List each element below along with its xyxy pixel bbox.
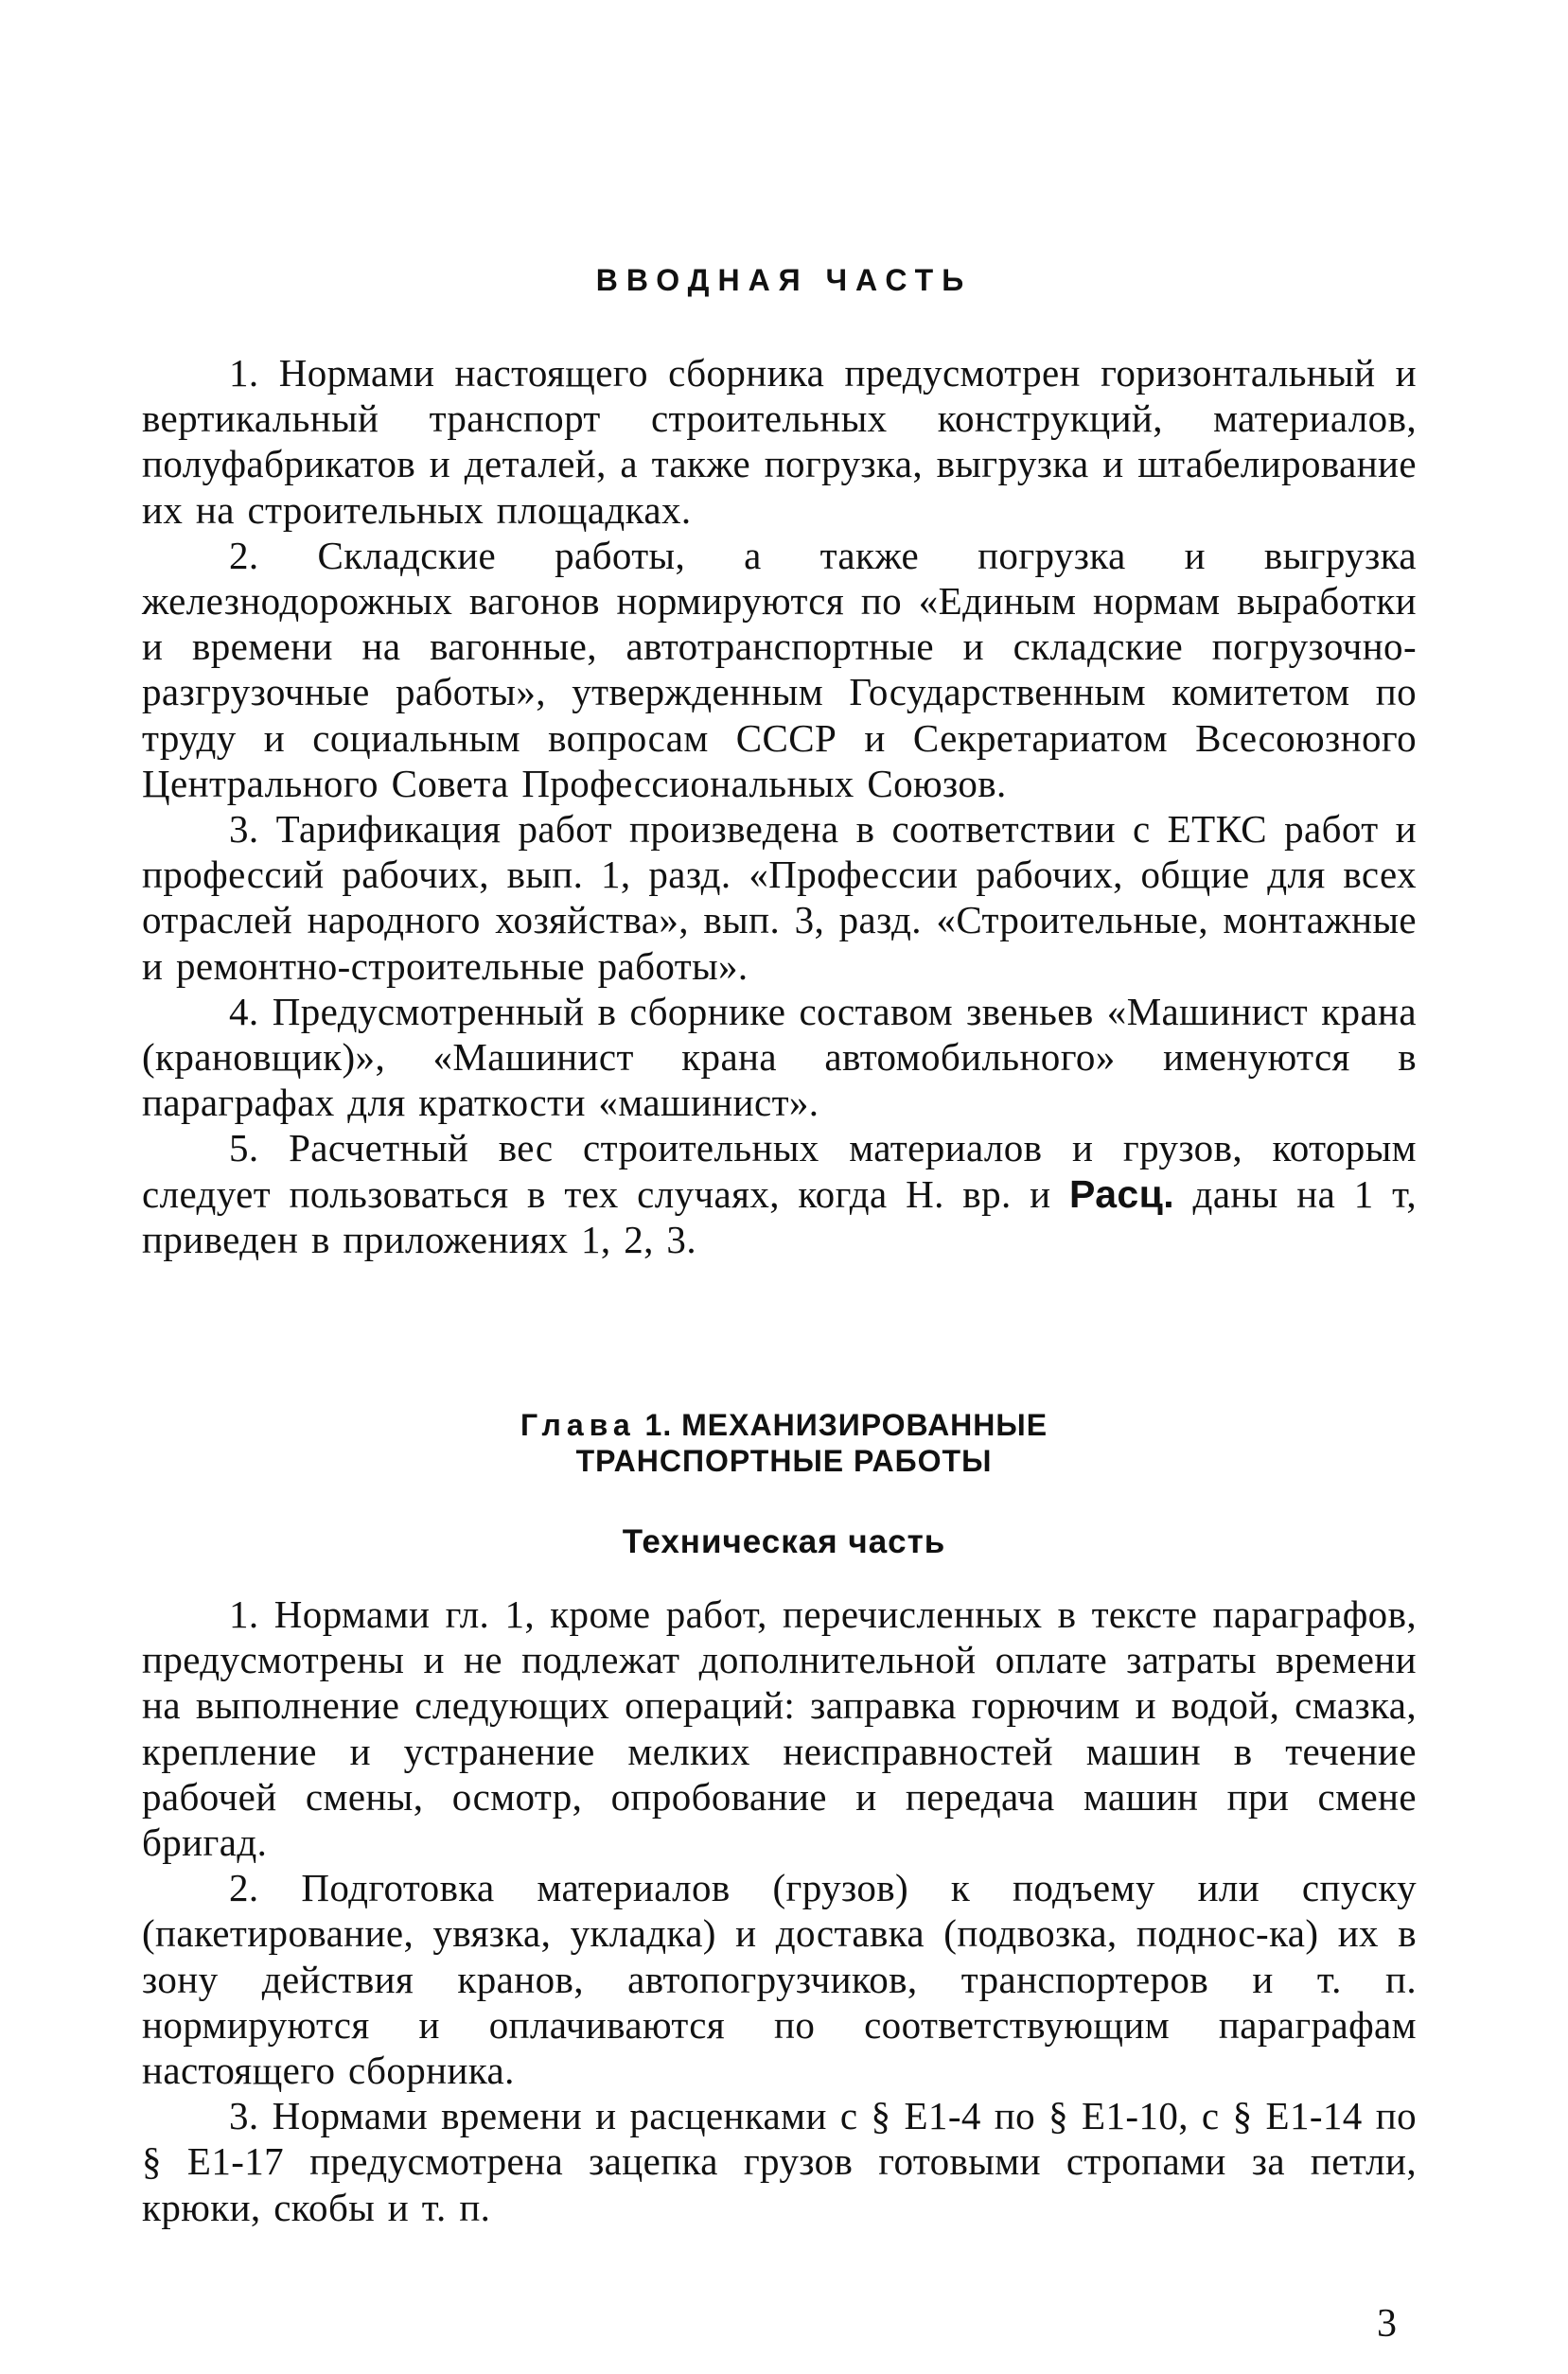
technical-paragraph-1: 1. Нормами гл. 1, кроме работ, перечисленных в тексте параграфов, предусмотрены и не подлежат дополнительной оплате затраты времени на выполнение следующих операций: заправка горючим и водой, смазка, крепление и устранение мелких неисправностей машин в течение рабочей смены, осмотр, опробование и передача машин при смене бригад.	[142, 1592, 1417, 1865]
intro-heading: ВВОДНАЯ ЧАСТЬ	[595, 263, 973, 297]
intro-paragraph-5-tail: даны на 1 т, приведен в приложениях 1, 2, 3.	[142, 1171, 1417, 1261]
chapter-title-line-1	[0, 1407, 1568, 1443]
intro-paragraph-3: 3. Тарификация работ произведена в соответствии с ЕТКС работ и профессий рабочих, вып. 1, разд. «Профессии рабочих, общие для всех отраслей народного хозяйства», вып. 3, разд. «Строительные, монтажные и ремонтно-строительные работы».	[142, 807, 1417, 988]
technical-paragraph-2: 2. Подготовка материалов (грузов) к подъему или спуску (пакетирование, увязка, укладка) и доставка (подвозка, поднос-ка) их в зону действия кранов, автопогрузчиков, транспортеров и т. п. нормируются и оплачиваются по соответствующим параграфам настоящего сборника.	[142, 1866, 1417, 2093]
intro-paragraph-2: 2. Складские работы, а также погрузка и выгрузка железнодорожных вагонов нормируются по «Единым нормам выработки и времени на вагонные, автотранспортные и складские погрузочно-разгрузочные работы», утвержденным Государственным комитетом по труду и социальным вопросам СССР и Секретариатом Всесоюзного Центрального Совета Профессиональных Союзов.	[142, 533, 1417, 805]
chapter-prefix: Глава	[520, 1408, 636, 1442]
technical-paragraph-3: 3. Нормами времени и расценками с § Е1-4 по § Е1-10, с § Е1-14 по § Е1-17 предусмотрена зацепка грузов готовыми стропами за петли, крюки, скобы и т. п.	[142, 2094, 1417, 2229]
intro-paragraph-5	[142, 1125, 1417, 1262]
rate-term: Расц.	[1069, 1171, 1175, 1216]
technical-section	[142, 1591, 1417, 2230]
chapter-heading	[0, 1407, 1568, 1479]
intro-paragraph-4: 4. Предусмотренный в сборнике составом звеньев «Машинист крана (крановщик)», «Машинист крана автомобильного» именуются в параграфах для краткости «машинист».	[142, 989, 1417, 1125]
intro-paragraph-5-text: 5. Расчетный вес строительных материалов и грузов, которым следует пользоваться в тех случаях, когда Н. вр. и	[142, 1126, 1417, 1216]
intro-section	[142, 350, 1417, 1262]
page-number: 3	[1377, 2302, 1397, 2346]
chapter-title-part-1: 1. МЕХАНИЗИРОВАННЫЕ	[644, 1408, 1048, 1442]
chapter-title-line-2: ТРАНСПОРТНЫЕ РАБОТЫ	[575, 1444, 993, 1478]
technical-part-heading: Техническая часть	[622, 1523, 946, 1560]
intro-paragraph-1: 1. Нормами настоящего сборника предусмотрен горизонтальный и вертикальный транспорт строительных конструкций, материалов, полуфабрикатов и деталей, а также погрузка, выгрузка и штабелирование их на строительных площадках.	[142, 351, 1417, 532]
